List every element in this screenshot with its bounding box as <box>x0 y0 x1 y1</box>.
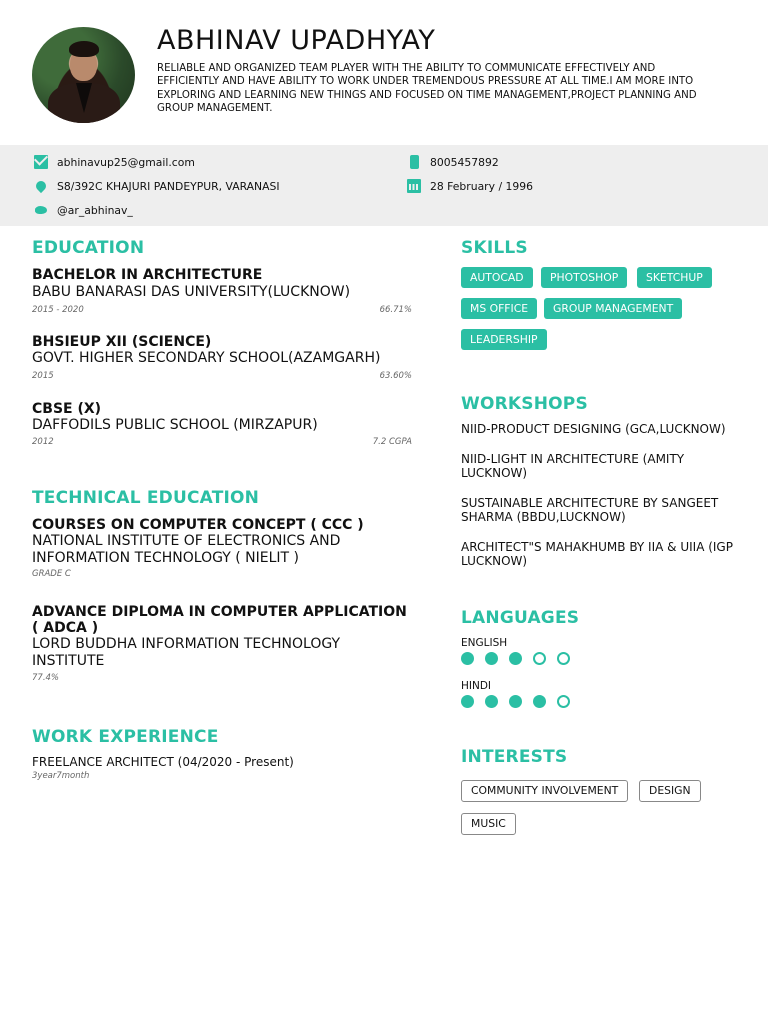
level-dot-filled <box>533 695 546 708</box>
skill-tag: PHOTOSHOP <box>541 267 627 288</box>
work-experience-heading: WORK EXPERIENCE <box>32 727 219 747</box>
level-dot-empty <box>533 652 546 665</box>
workshop-item: NIID-LIGHT IN ARCHITECTURE (AMITY LUCKNOW) <box>461 452 685 480</box>
level-dot-filled <box>509 695 522 708</box>
twitter-text: @ar_abhinav_ <box>57 203 133 217</box>
education-school: DAFFODILS PUBLIC SCHOOL (MIRZAPUR) <box>32 417 318 433</box>
education-degree: BHSIEUP XII (SCIENCE) <box>32 334 212 350</box>
twitter-icon <box>34 203 48 217</box>
location-icon <box>34 179 48 193</box>
contact-phone[interactable] <box>407 154 499 170</box>
education-score: 63.60% <box>379 371 412 381</box>
education-score: 66.71% <box>379 305 412 315</box>
email-text: abhinavup25@gmail.com <box>57 155 195 169</box>
profile-photo <box>32 27 135 123</box>
education-school: BABU BANARASI DAS UNIVERSITY(LUCKNOW) <box>32 284 351 300</box>
interest-tag: MUSIC <box>461 813 516 835</box>
workshops-heading: WORKSHOPS <box>461 394 588 414</box>
technical-course-note: 77.4% <box>32 673 60 683</box>
contact-email[interactable] <box>34 154 195 170</box>
education-years: 2012 <box>32 437 54 447</box>
language-level <box>461 695 570 708</box>
email-icon <box>34 155 48 169</box>
education-heading: EDUCATION <box>32 238 145 258</box>
technical-course-title: COURSES ON COMPUTER CONCEPT ( CCC ) <box>32 517 364 533</box>
skill-tag: AUTOCAD <box>461 267 533 288</box>
education-score: 7.2 CGPA <box>372 437 412 447</box>
education-years: 2015 <box>32 371 54 381</box>
level-dot-empty <box>557 695 570 708</box>
level-dot-filled <box>461 695 474 708</box>
level-dot-filled <box>485 652 498 665</box>
languages-heading: LANGUAGES <box>461 608 580 628</box>
skill-tag: GROUP MANAGEMENT <box>544 298 682 319</box>
address-text: S8/392C KHAJURI PANDEYPUR, VARANASI <box>57 179 280 193</box>
contact-address <box>34 178 280 194</box>
level-dot-filled <box>485 695 498 708</box>
interest-tag: COMMUNITY INVOLVEMENT <box>461 780 628 802</box>
education-degree: BACHELOR IN ARCHITECTURE <box>32 267 263 283</box>
skill-tag: LEADERSHIP <box>461 329 547 350</box>
education-years: 2015 - 2020 <box>32 305 84 315</box>
technical-course-institute: LORD BUDDHA INFORMATION TECHNOLOGY INSTITUTE <box>32 636 341 669</box>
workshop-item: SUSTAINABLE ARCHITECTURE BY SANGEET SHARMA (BBDU,LUCKNOW) <box>461 496 719 524</box>
phone-text: 8005457892 <box>430 155 499 169</box>
technical-course-note: GRADE C <box>32 569 71 579</box>
workshop-item: ARCHITECT"S MAHAKHUMB BY IIA & UIIA (IGP LUCKNOW) <box>461 540 733 568</box>
level-dot-empty <box>557 652 570 665</box>
skill-tag: MS OFFICE <box>461 298 537 319</box>
contact-dob <box>407 178 533 194</box>
resume-header <box>0 0 768 145</box>
work-role: FREELANCE ARCHITECT (04/2020 - Present) <box>32 755 294 769</box>
language-level <box>461 652 570 665</box>
technical-education-heading: TECHNICAL EDUCATION <box>32 488 260 508</box>
language-name: ENGLISH <box>461 637 508 649</box>
phone-icon <box>410 155 419 169</box>
workshop-item: NIID-PRODUCT DESIGNING (GCA,LUCKNOW) <box>461 422 726 436</box>
profile-summary: RELIABLE AND ORGANIZED TEAM PLAYER WITH THE ABILITY TO COMMUNICATE EFFECTIVELY AND EFFICIENTLY AND HAVE ABILITY TO WORK UNDER TREMENDOUS PRESSURE AT ALL TIME.I AM MORE INTO EXPLORING AND LEARNING NEW THINGS AND FOCUSED ON TIME MANAGEMENT,PROJECT PLANNING AND GROUP MANAGEMENT. <box>157 63 697 114</box>
education-degree: CBSE (X) <box>32 401 102 417</box>
interest-tag: DESIGN <box>639 780 701 802</box>
interests-heading: INTERESTS <box>461 747 568 767</box>
work-duration: 3year7month <box>32 771 90 781</box>
education-school: GOVT. HIGHER SECONDARY SCHOOL(AZAMGARH) <box>32 350 381 366</box>
skills-heading: SKILLS <box>461 238 528 258</box>
contact-bar <box>0 145 768 226</box>
level-dot-filled <box>461 652 474 665</box>
technical-course-institute: NATIONAL INSTITUTE OF ELECTRONICS AND INFORMATION TECHNOLOGY ( NIELIT ) <box>32 533 341 566</box>
person-name: ABHINAV UPADHYAY <box>157 25 436 56</box>
technical-course-title: ADVANCE DIPLOMA IN COMPUTER APPLICATION ( ADCA ) <box>32 604 407 636</box>
contact-twitter[interactable] <box>34 202 133 218</box>
skill-tag: SKETCHUP <box>637 267 712 288</box>
level-dot-filled <box>509 652 522 665</box>
dob-text: 28 February / 1996 <box>430 179 533 193</box>
language-name: HINDI <box>461 680 492 692</box>
calendar-icon <box>407 179 421 193</box>
